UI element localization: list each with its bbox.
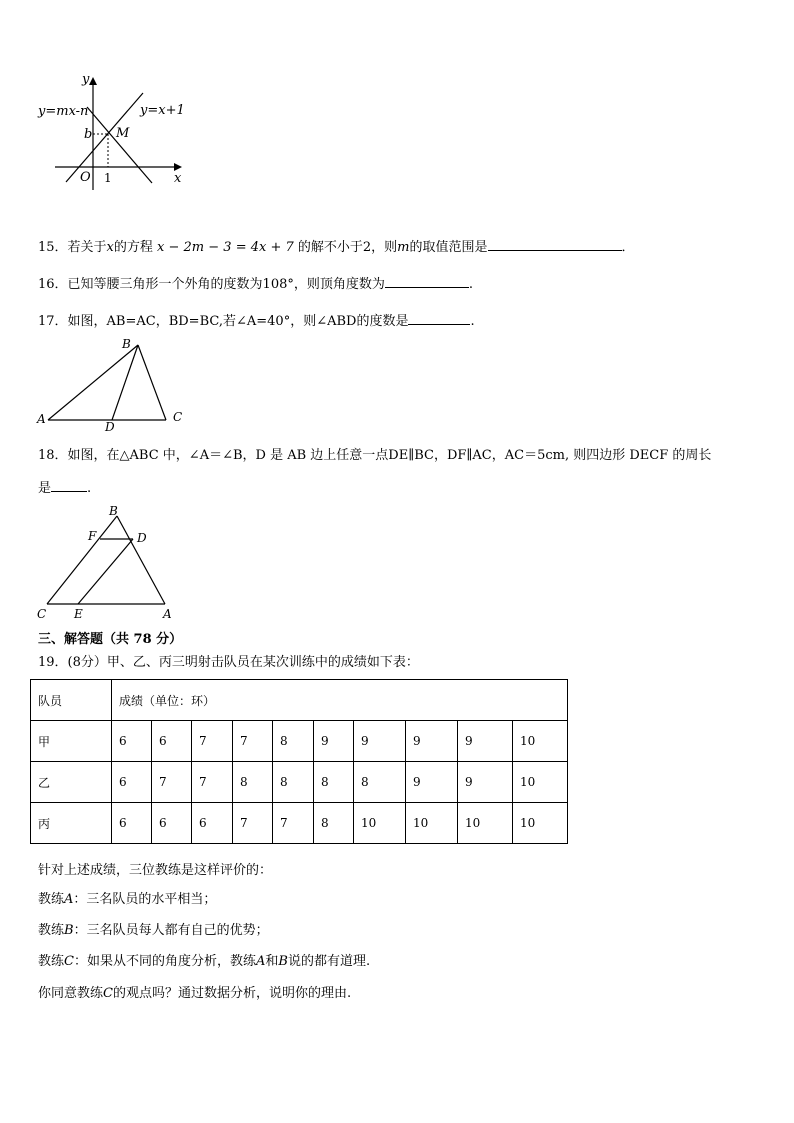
score-cell: 9 xyxy=(458,762,513,803)
score-cell: 8 xyxy=(314,762,354,803)
line-y-equals-mx-minus-n xyxy=(87,107,152,183)
coach-a-prefix: 教练 xyxy=(38,892,65,907)
score-cell: 7 xyxy=(273,803,314,844)
score-cell: 9 xyxy=(406,762,458,803)
x-axis-arrow xyxy=(174,163,182,171)
fig18-label-F: F xyxy=(88,529,97,543)
table-row xyxy=(31,762,568,803)
q18-answer-blank[interactable] xyxy=(51,479,87,492)
coach-b-text: ：三名队员每人都有自己的优势； xyxy=(73,923,269,938)
table-row xyxy=(31,803,568,844)
score-cell: 8 xyxy=(233,762,273,803)
fig18-label-C: C xyxy=(37,607,47,621)
graph-axis-y-label: y xyxy=(82,72,90,87)
q19-coach-b xyxy=(38,922,269,940)
score-cell: 10 xyxy=(513,762,568,803)
fig18-label-D: D xyxy=(137,531,147,545)
score-cell: 8 xyxy=(273,762,314,803)
graph-origin-label: O xyxy=(80,170,91,185)
coach-c-and: 和 xyxy=(265,954,279,969)
fig18-side-BA xyxy=(117,516,165,604)
question-17 xyxy=(38,312,475,331)
graph-line1-label: y=mx-n xyxy=(38,104,89,119)
q15-answer-blank[interactable] xyxy=(488,238,622,251)
y-axis-arrow xyxy=(89,77,97,85)
coach-c-letter: C xyxy=(64,954,74,969)
table-header-row xyxy=(31,680,568,721)
q15-var-x: x xyxy=(106,240,114,255)
score-cell: 7 xyxy=(233,721,273,762)
q15-end: ． xyxy=(621,240,635,255)
q17-answer-blank[interactable] xyxy=(408,312,470,325)
table-row xyxy=(31,721,568,762)
score-cell: 9 xyxy=(354,721,406,762)
question-text: 的观点吗？通过数据分析，说明你的理由. xyxy=(112,986,352,1001)
score-cell: 9 xyxy=(406,721,458,762)
scores-table xyxy=(30,679,568,844)
question-18-line2 xyxy=(38,479,91,498)
q17-end: . xyxy=(470,314,475,329)
score-cell: 6 xyxy=(112,721,152,762)
score-cell: 7 xyxy=(152,762,192,803)
coach-a-letter: A xyxy=(64,892,74,907)
row-name: 丙 xyxy=(31,803,112,844)
q15-mid1: 的方程 xyxy=(113,240,153,255)
coach-c-text2: 说的都有道理. xyxy=(287,954,371,969)
q16-answer-blank[interactable] xyxy=(385,275,469,288)
score-cell: 6 xyxy=(192,803,233,844)
score-cell: 10 xyxy=(406,803,458,844)
q19-question xyxy=(38,985,351,1003)
question-prefix: 你同意教练 xyxy=(38,986,104,1001)
score-cell: 8 xyxy=(354,762,406,803)
fig17-side-BC xyxy=(138,345,166,420)
question-16 xyxy=(38,275,473,294)
fig18-label-B: B xyxy=(109,504,118,518)
coach-c-text1: ：如果从不同的角度分析，教练 xyxy=(73,954,256,969)
coach-b-letter: B xyxy=(64,923,74,938)
score-cell: 8 xyxy=(314,803,354,844)
q15-var-m: m xyxy=(397,240,410,255)
q18-line2-prefix: 是 xyxy=(38,481,52,496)
question-15 xyxy=(38,238,635,257)
coach-c-b: B xyxy=(278,954,288,969)
fig18-label-A: A xyxy=(163,607,172,621)
table-header-member: 队员 xyxy=(31,680,112,721)
score-cell: 6 xyxy=(112,803,152,844)
score-cell: 10 xyxy=(513,721,568,762)
coach-b-prefix: 教练 xyxy=(38,923,65,938)
row-name: 甲 xyxy=(31,721,112,762)
graph-b-label: b xyxy=(84,127,93,142)
score-cell: 9 xyxy=(458,721,513,762)
question-letter: C xyxy=(103,986,113,1001)
score-cell: 6 xyxy=(112,762,152,803)
graph-axis-x-label: x xyxy=(174,171,182,186)
row-name: 乙 xyxy=(31,762,112,803)
q15-suffix: 的取值范围是 xyxy=(409,240,488,255)
q19-coach-c xyxy=(38,953,370,971)
fig17-label-C: C xyxy=(173,410,183,424)
fig17-label-B: B xyxy=(122,337,131,351)
fig17-label-A: A xyxy=(37,412,46,426)
question-18-line1: 18．如图，在△ABC 中，∠A＝∠B，D 是 AB 边上任意一点DE∥BC，DF∥AC，AC＝5cm, 则四边形 DECF 的周长 xyxy=(38,448,712,463)
q16-text: 16．已知等腰三角形一个外角的度数为108°，则顶角度数为 xyxy=(38,277,385,292)
score-cell: 6 xyxy=(152,803,192,844)
coach-c-a: A xyxy=(255,954,266,969)
score-cell: 6 xyxy=(152,721,192,762)
q15-equation: x − 2m − 3 = 4x + 7 xyxy=(157,240,294,255)
graph-point-m-label: M xyxy=(116,126,130,141)
q16-end: . xyxy=(468,277,473,292)
q18-end: . xyxy=(87,481,92,496)
figure-17 xyxy=(40,338,190,428)
graph-line2-label: y=x+1 xyxy=(140,103,185,118)
q19-coach-a xyxy=(38,891,216,909)
coach-a-text: ：三名队员的水平相当； xyxy=(73,892,217,907)
coach-c-prefix: 教练 xyxy=(38,954,65,969)
score-cell: 7 xyxy=(192,721,233,762)
graph-tick-1-label: 1 xyxy=(104,171,112,185)
q15-prefix: 15．若关于 xyxy=(38,240,107,255)
q17-text: 17．如图，AB=AC，BD=BC,若∠A=40°，则∠ABD的度数是 xyxy=(38,314,409,329)
score-cell: 10 xyxy=(458,803,513,844)
q19-comment-intro: 针对上述成绩，三位教练是这样评价的： xyxy=(38,863,273,878)
score-cell: 10 xyxy=(513,803,568,844)
score-cell: 7 xyxy=(233,803,273,844)
score-cell: 10 xyxy=(354,803,406,844)
score-cell: 8 xyxy=(273,721,314,762)
score-cell: 9 xyxy=(314,721,354,762)
fig18-side-CB xyxy=(47,516,117,604)
fig18-label-E: E xyxy=(74,607,83,621)
fig17-label-D: D xyxy=(105,420,115,434)
section-3-heading: 三、解答题（共 78 分） xyxy=(38,632,183,647)
table-header-scores: 成绩（单位：环） xyxy=(112,680,568,721)
question-19-intro: 19．(8分）甲、乙、丙三明射击队员在某次训练中的成绩如下表： xyxy=(38,655,419,670)
fig18-segment-DE xyxy=(78,539,133,604)
q15-mid2: 的解不小于2，则 xyxy=(297,240,398,255)
score-cell: 7 xyxy=(192,762,233,803)
figure-18 xyxy=(40,505,180,610)
